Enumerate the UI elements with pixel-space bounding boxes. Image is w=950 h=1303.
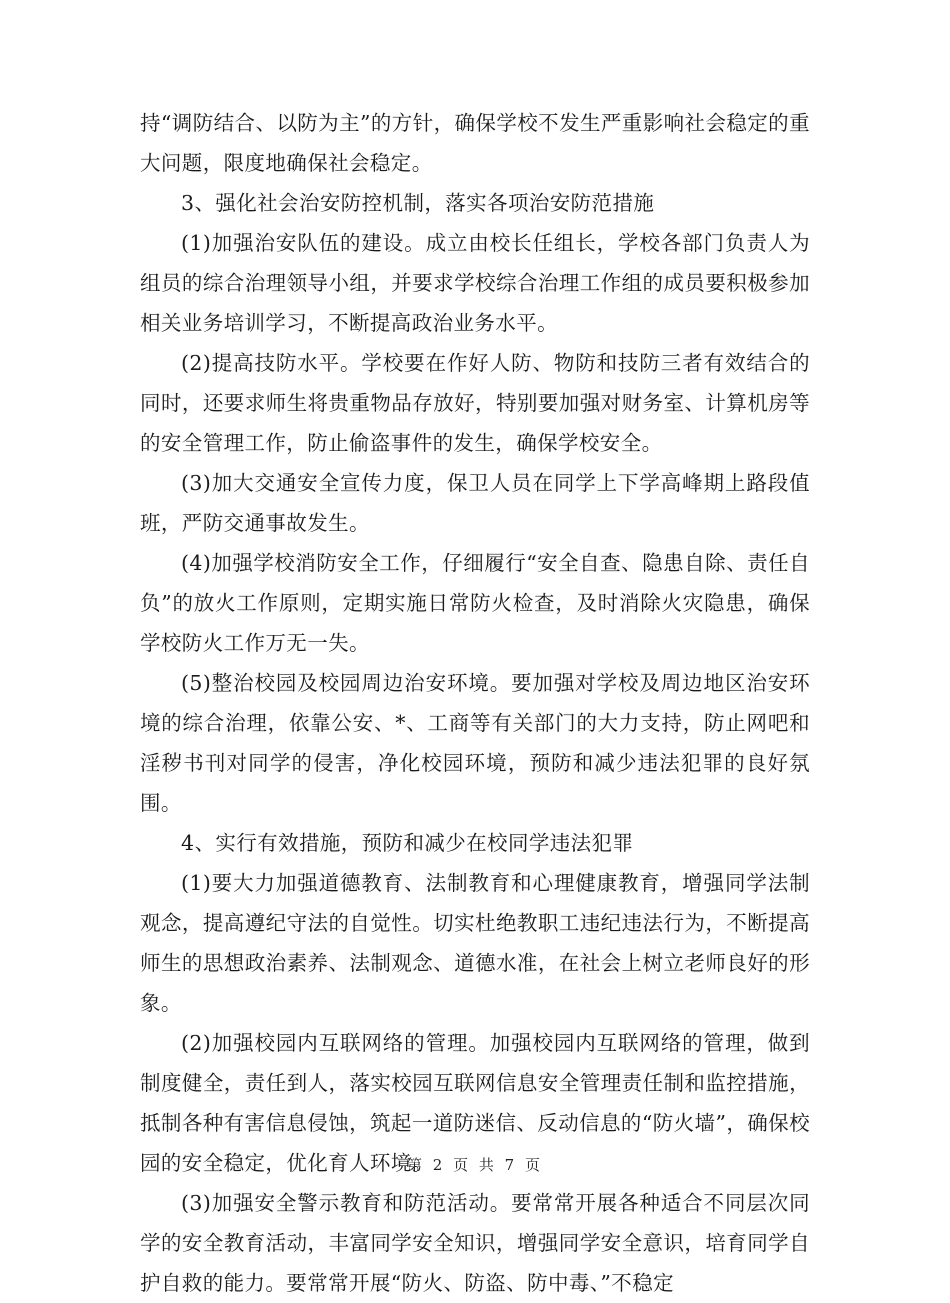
paragraph-item-3-1: (1)加强治安队伍的建设。成立由校长任组长，学校各部门负责人为组员的综合治理领导小组，并要求学校综合治理工作组的成员要积极参加相关业务培训学习，不断提高政治业务水平。 — [140, 231, 810, 335]
section-heading-4: 4、实行有效措施，预防和减少在校同学违法犯罪 — [181, 831, 634, 855]
page-number-footer: 第 2 页 共 7 页 — [407, 1156, 543, 1174]
paragraph-item-4-3: (3)加强安全警示教育和防范活动。要常常开展各种适合不同层次同学的安全教育活动，丰富同学安全知识，增强同学安全意识，培育同学自护自救的能力。要常常开展“防火、防盗、防中毒、”不稳定 — [140, 1191, 810, 1295]
paragraph-continuation: 持“调防结合、以防为主”的方针，确保学校不发生严重影响社会稳定的重大问题，限度地确保社会稳定。 — [140, 111, 810, 175]
paragraph-item-4-2: (2)加强校园内互联网络的管理。加强校园内互联网络的管理，做到制度健全，责任到人，落实校园互联网信息安全管理责任制和监控措施，抵制各种有害信息侵蚀，筑起一道防迷信、反动信息的“防火墙”，确保校园的安全稳定，优化育人环境。 — [140, 1031, 810, 1175]
paragraph-item-3-3: (3)加大交通安全宣传力度，保卫人员在同学上下学高峰期上路段值班，严防交通事故发生。 — [140, 471, 810, 535]
section-heading-3: 3、强化社会治安防控机制，落实各项治安防范措施 — [181, 191, 655, 215]
paragraph-item-3-4: (4)加强学校消防安全工作，仔细履行“安全自查、隐患自除、责任自负”的放火工作原则，定期实施日常防火检查，及时消除火灾隐患，确保学校防火工作万无一失。 — [140, 551, 810, 655]
body-text — [140, 103, 810, 1303]
paragraph-item-3-5: (5)整治校园及校园周边治安环境。要加强对学校及周边地区治安环境的综合治理，依靠公安、*、工商等有关部门的大力支持，防止网吧和淫秽书刊对同学的侵害，净化校园环境，预防和减少违法犯罪的良好氛围。 — [140, 671, 810, 815]
paragraph-item-3-2: (2)提高技防水平。学校要在作好人防、物防和技防三者有效结合的同时，还要求师生将贵重物品存放好，特别要加强对财务室、计算机房等的安全管理工作，防止偷盗事件的发生，确保学校安全。 — [140, 351, 810, 455]
paragraph-item-4-1: (1)要大力加强道德教育、法制教育和心理健康教育，增强同学法制观念，提高遵纪守法的自觉性。切实杜绝教职工违纪违法行为，不断提高师生的思想政治素养、法制观念、道德水准，在社会上树立老师良好的形象。 — [140, 871, 810, 1015]
